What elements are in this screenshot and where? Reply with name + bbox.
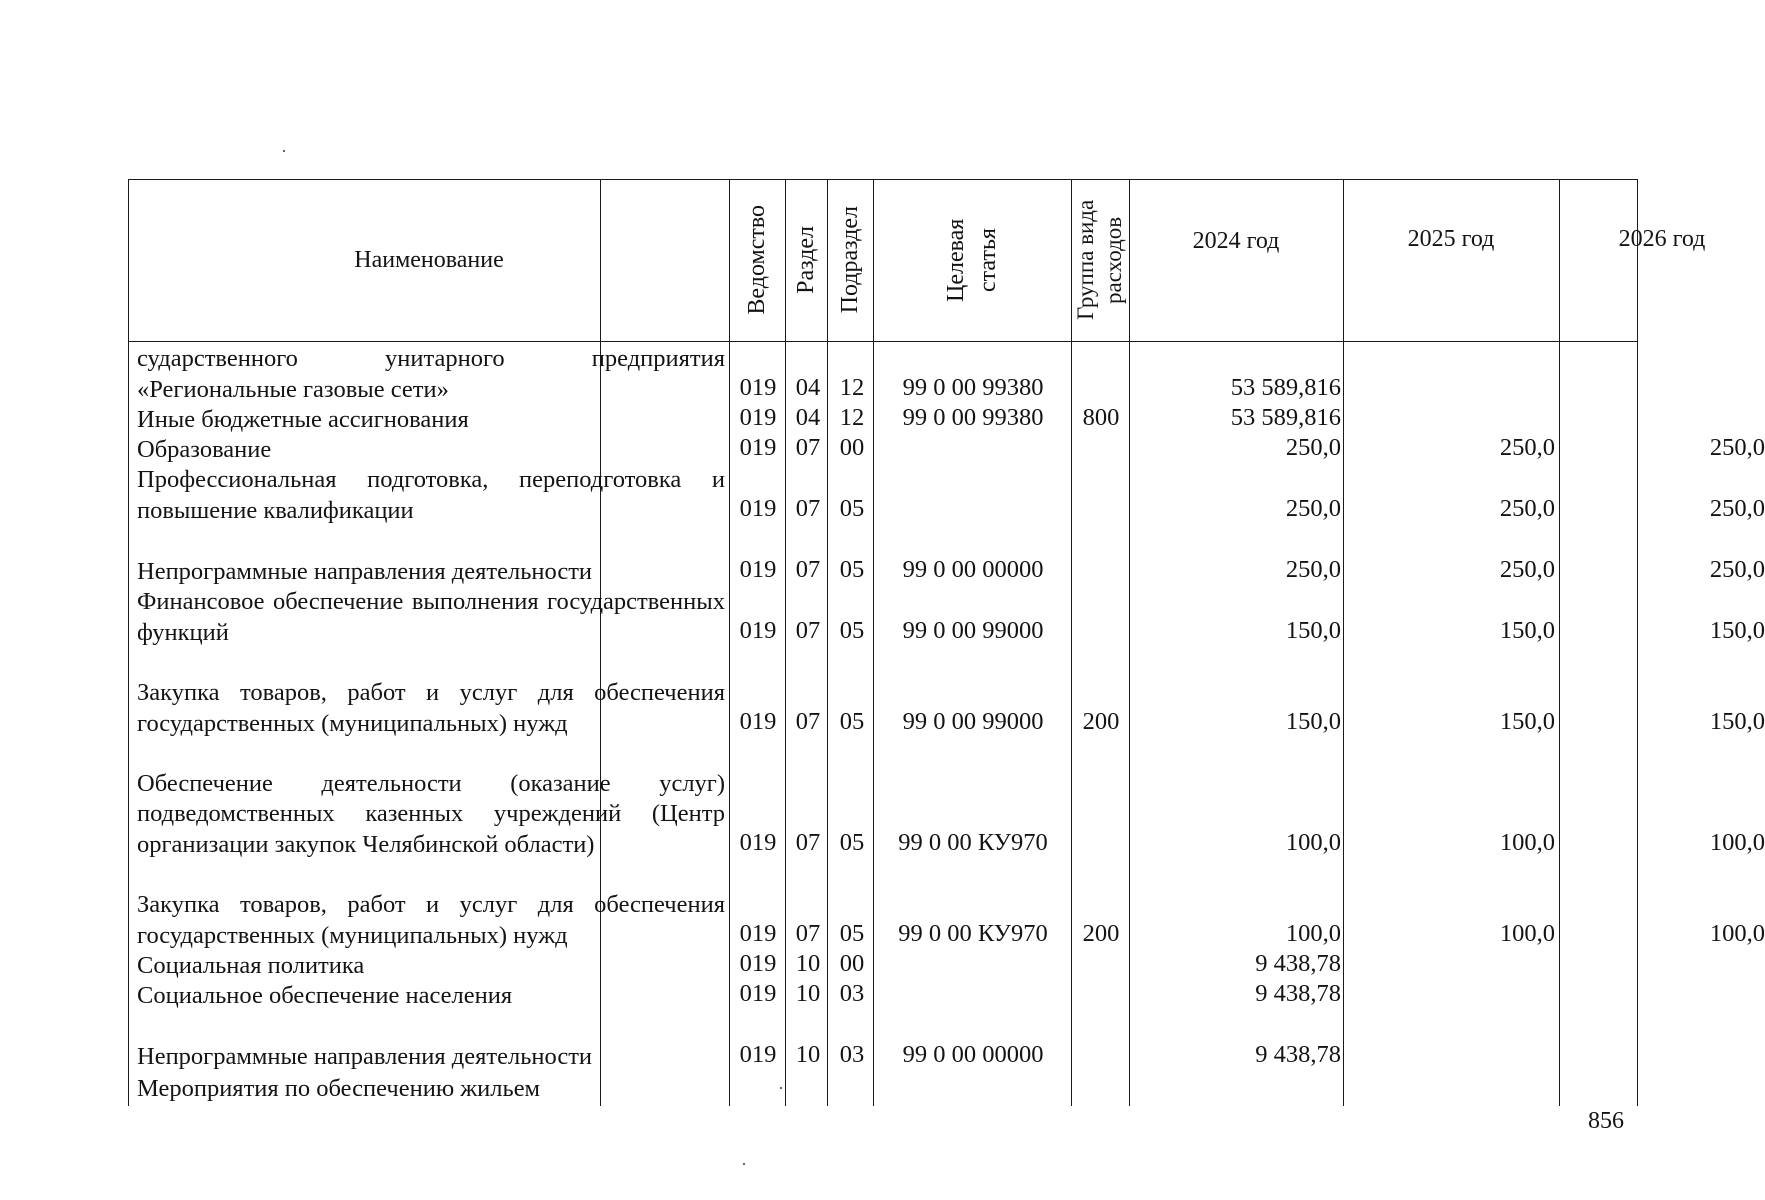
header-razdel — [785, 180, 827, 340]
header-celevaya — [873, 180, 1071, 340]
row-name: Закупка товаров, работ и услуг для обеспечения государственных (муниципальных) нужд — [137, 679, 725, 737]
header-celevaya-label: Целевая статья — [943, 218, 1001, 302]
table-row — [129, 1072, 1637, 1106]
cell-y2026: 100,0 — [1709, 829, 1765, 856]
cell-celevaya: 99 0 00 99000 — [902, 617, 1044, 644]
row-name: Образование — [137, 435, 272, 463]
row-name: Профессиональная подготовка, переподготовка и повышение квалификации — [137, 466, 725, 524]
table-row — [129, 526, 1765, 587]
cell-razdel: 07 — [795, 434, 821, 461]
cell-vedomstvo: 019 — [739, 920, 777, 947]
cell-razdel: 04 — [795, 374, 821, 401]
cell-podrazdel: 05 — [839, 556, 865, 583]
row-name: Мероприятия по обеспечению жильем — [137, 1075, 541, 1102]
cell-razdel: 07 — [795, 495, 821, 522]
cell-vedomstvo: 019 — [739, 980, 777, 1007]
cell-podrazdel: 00 — [839, 434, 865, 461]
cell-y2024: 9 438,78 — [1255, 980, 1341, 1007]
cell-vedomstvo: 019 — [739, 374, 777, 401]
cell-razdel: 07 — [795, 617, 821, 644]
row-name: Иные бюджетные ассигнования — [137, 405, 469, 433]
scan-speck — [283, 150, 285, 152]
cell-y2025: 250,0 — [1499, 434, 1555, 461]
cell-y2025: 100,0 — [1499, 920, 1555, 947]
table-row — [129, 405, 1637, 435]
cell-podrazdel: 05 — [839, 495, 865, 522]
row-name: Непрограммные направления деятельности — [137, 1042, 593, 1070]
header-2024-label: 2024 год — [1192, 228, 1280, 254]
header-2026 — [1559, 180, 1765, 340]
cell-celevaya: 99 0 00 00000 — [902, 556, 1044, 583]
cell-y2024: 53 589,816 — [1230, 404, 1341, 431]
table-row — [129, 739, 1765, 860]
cell-celevaya: 99 0 00 99000 — [902, 708, 1044, 735]
cell-podrazdel: 05 — [839, 920, 865, 947]
row-name: Обеспечение деятельности (оказание услуг) подведомственных казенных учреждений (Центр организации закупок Челябинской области) — [137, 769, 725, 858]
cell-y2024: 250,0 — [1285, 434, 1341, 461]
table-row — [129, 434, 1765, 465]
cell-gruppa: 800 — [1082, 404, 1120, 431]
page-number: 856 — [1588, 1108, 1624, 1134]
cell-vedomstvo: 019 — [739, 495, 777, 522]
header-2025-label: 2025 год — [1407, 226, 1495, 252]
cell-y2024: 100,0 — [1285, 829, 1341, 856]
cell-podrazdel: 05 — [839, 708, 865, 735]
cell-y2024: 53 589,816 — [1230, 374, 1341, 401]
cell-vedomstvo: 019 — [739, 708, 777, 735]
header-gruppa — [1071, 180, 1129, 340]
cell-razdel: 10 — [795, 980, 821, 1007]
header-vedomstvo — [729, 180, 785, 340]
cell-y2025: 250,0 — [1499, 495, 1555, 522]
header-2025 — [1343, 180, 1559, 340]
cell-razdel: 04 — [795, 404, 821, 431]
cell-podrazdel: 12 — [839, 404, 865, 431]
cell-razdel: 07 — [795, 556, 821, 583]
header-razdel-label: Раздел — [793, 226, 819, 294]
cell-y2026: 250,0 — [1709, 434, 1765, 461]
cell-celevaya: 99 0 00 99380 — [902, 404, 1044, 431]
header-gruppa-label: Группа вида расходов — [1073, 199, 1126, 321]
cell-razdel: 10 — [795, 950, 821, 977]
cell-vedomstvo: 019 — [739, 1041, 777, 1068]
row-name: Непрограммные направления деятельности — [137, 557, 593, 585]
header-divider — [129, 341, 1637, 342]
cell-y2025: 100,0 — [1499, 829, 1555, 856]
cell-podrazdel: 05 — [839, 617, 865, 644]
cell-y2025: 250,0 — [1499, 556, 1555, 583]
budget-table — [128, 179, 1765, 1106]
cell-podrazdel: 00 — [839, 950, 865, 977]
cell-y2026: 250,0 — [1709, 495, 1765, 522]
cell-y2025: 150,0 — [1499, 708, 1555, 735]
table-row — [129, 648, 1765, 739]
cell-vedomstvo: 019 — [739, 404, 777, 431]
header-podrazdel — [827, 180, 873, 340]
cell-celevaya: 99 0 00 00000 — [902, 1041, 1044, 1068]
cell-y2024: 9 438,78 — [1255, 1041, 1341, 1068]
cell-gruppa: 200 — [1082, 708, 1120, 735]
row-name: Финансовое обеспечение выполнения государственных функций — [137, 588, 725, 646]
cell-razdel: 07 — [795, 829, 821, 856]
cell-celevaya: 99 0 00 КУ970 — [898, 920, 1048, 947]
row-name: Закупка товаров, работ и услуг для обеспечения государственных (муниципальных) нужд — [137, 891, 725, 949]
row-name: сударственного унитарного предприятия «Региональные газовые сети» — [137, 345, 725, 403]
table-row — [129, 465, 1765, 526]
cell-y2025: 150,0 — [1499, 617, 1555, 644]
cell-gruppa: 200 — [1082, 920, 1120, 947]
header-2026-label: 2026 год — [1618, 226, 1706, 252]
table-row — [129, 345, 1637, 405]
cell-podrazdel: 03 — [839, 1041, 865, 1068]
header-podrazdel-label: Подраздел — [837, 206, 863, 314]
scan-speck — [780, 1087, 782, 1089]
header-name-label: Наименование — [354, 246, 504, 273]
cell-vedomstvo: 019 — [739, 950, 777, 977]
header-2024 — [1129, 180, 1343, 340]
table-row — [129, 1011, 1637, 1072]
cell-y2026: 100,0 — [1709, 920, 1765, 947]
cell-y2026: 150,0 — [1709, 708, 1765, 735]
cell-y2024: 250,0 — [1285, 556, 1341, 583]
cell-vedomstvo: 019 — [739, 829, 777, 856]
cell-razdel: 10 — [795, 1041, 821, 1068]
table-row — [129, 951, 1637, 981]
cell-podrazdel: 12 — [839, 374, 865, 401]
header-name — [129, 180, 729, 340]
header-vedomstvo-label: Ведомство — [744, 205, 770, 315]
row-name: Социальная политика — [137, 951, 365, 979]
cell-y2024: 9 438,78 — [1255, 950, 1341, 977]
cell-vedomstvo: 019 — [739, 556, 777, 583]
cell-vedomstvo: 019 — [739, 617, 777, 644]
cell-y2024: 100,0 — [1285, 920, 1341, 947]
cell-y2024: 250,0 — [1285, 495, 1341, 522]
cell-y2024: 150,0 — [1285, 617, 1341, 644]
cell-razdel: 07 — [795, 708, 821, 735]
cell-razdel: 07 — [795, 920, 821, 947]
cell-y2026: 150,0 — [1709, 617, 1765, 644]
cell-celevaya: 99 0 00 КУ970 — [898, 829, 1048, 856]
table-row — [129, 860, 1765, 951]
cell-y2026: 250,0 — [1709, 556, 1765, 583]
cell-vedomstvo: 019 — [739, 434, 777, 461]
table-row — [129, 981, 1637, 1011]
cell-y2024: 150,0 — [1285, 708, 1341, 735]
scan-speck — [743, 1163, 745, 1165]
table-row — [129, 587, 1765, 648]
cell-podrazdel: 05 — [839, 829, 865, 856]
cell-celevaya: 99 0 00 99380 — [902, 374, 1044, 401]
cell-podrazdel: 03 — [839, 980, 865, 1007]
row-name: Социальное обеспечение населения — [137, 981, 513, 1009]
